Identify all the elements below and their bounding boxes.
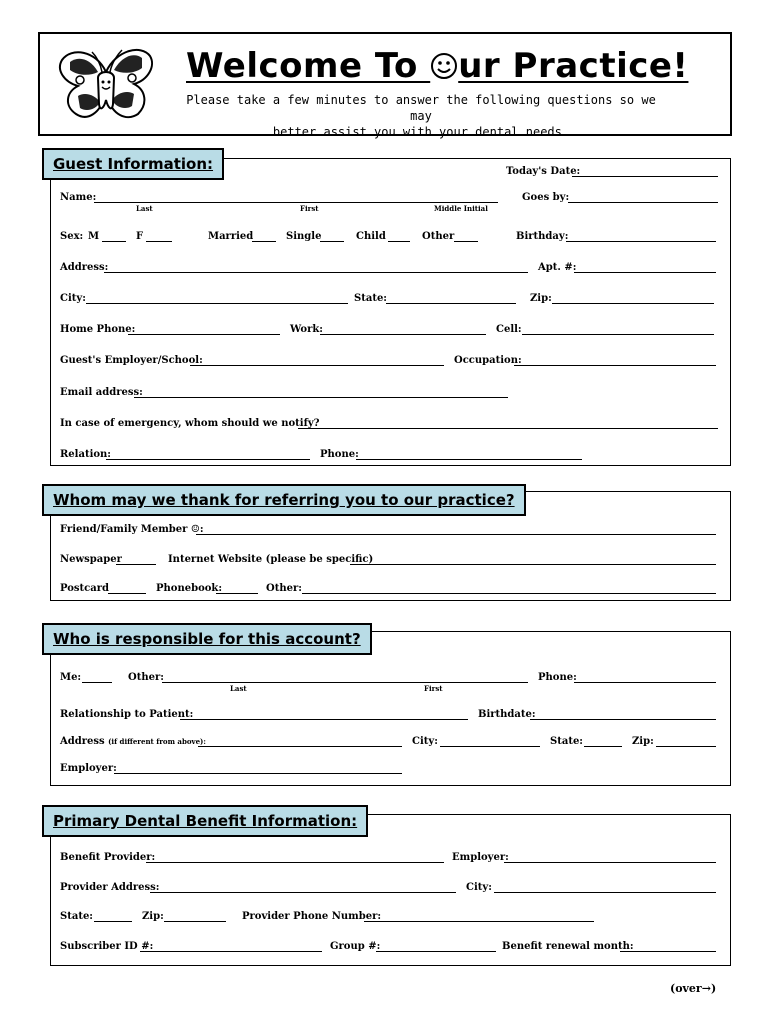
- todays-date-field[interactable]: [572, 176, 718, 177]
- responsible-birthdate-field[interactable]: [530, 719, 716, 720]
- section-title-responsible: Who is responsible for this account?: [42, 623, 372, 655]
- employer-school-field[interactable]: [190, 365, 444, 366]
- subtitle-line-1: Please take a few minutes to answer the following questions so we may: [186, 93, 656, 123]
- city-field[interactable]: [86, 303, 348, 304]
- emergency-phone-field[interactable]: [356, 459, 582, 460]
- child-field[interactable]: [388, 241, 410, 242]
- occupation-field[interactable]: [514, 365, 716, 366]
- responsible-other-field[interactable]: [162, 682, 528, 683]
- provider-address-field[interactable]: [150, 892, 456, 893]
- name-field[interactable]: [94, 202, 498, 203]
- emergency-contact-field[interactable]: [298, 428, 718, 429]
- home-phone-field[interactable]: [128, 334, 280, 335]
- responsible-phone-field[interactable]: [574, 682, 716, 683]
- responsible-state-field[interactable]: [584, 746, 622, 747]
- provider-city-field[interactable]: [494, 892, 716, 893]
- other-referral-field[interactable]: [302, 593, 716, 594]
- address-field[interactable]: [104, 272, 528, 273]
- internet-website-field[interactable]: [350, 564, 716, 565]
- other-status-field[interactable]: [454, 241, 478, 242]
- email-field[interactable]: [134, 397, 508, 398]
- subtitle-line-2: better assist you with your dental needs.: [272, 125, 570, 139]
- state-field[interactable]: [386, 303, 516, 304]
- provider-state-field[interactable]: [94, 921, 132, 922]
- responsible-city-field[interactable]: [440, 746, 540, 747]
- married-field[interactable]: [252, 241, 276, 242]
- smiley-icon: [430, 52, 458, 80]
- provider-phone-field[interactable]: [364, 921, 594, 922]
- apt-field[interactable]: [574, 272, 716, 273]
- section-title-benefit: Primary Dental Benefit Information:: [42, 805, 368, 837]
- newspaper-field[interactable]: [116, 564, 156, 565]
- responsible-zip-field[interactable]: [656, 746, 716, 747]
- section-title-referral: Whom may we thank for referring you to our practice?: [42, 484, 526, 516]
- benefit-provider-field[interactable]: [146, 862, 444, 863]
- responsible-me-field[interactable]: [82, 682, 112, 683]
- page-title: Welcome To ur Practice!: [186, 46, 689, 86]
- sex-m-field[interactable]: [102, 241, 126, 242]
- single-field[interactable]: [320, 241, 344, 242]
- page-over-indicator: (over→): [670, 982, 717, 995]
- postcard-field[interactable]: [108, 593, 146, 594]
- relation-field[interactable]: [106, 459, 310, 460]
- birthday-field[interactable]: [566, 241, 716, 242]
- relationship-field[interactable]: [180, 719, 468, 720]
- subscriber-id-field[interactable]: [140, 951, 322, 952]
- zip-field[interactable]: [552, 303, 714, 304]
- work-phone-field[interactable]: [320, 334, 486, 335]
- header-box: [38, 32, 732, 139]
- friend-family-field[interactable]: [196, 534, 716, 535]
- butterfly-tooth-logo: [56, 42, 156, 126]
- goes-by-field[interactable]: [568, 202, 718, 203]
- responsible-employer-field[interactable]: [114, 773, 402, 774]
- renewal-month-field[interactable]: [620, 951, 716, 952]
- address-label: Address (if different from above):: [60, 736, 206, 747]
- section-title-guest: Guest Information:: [42, 148, 224, 180]
- responsible-address-field[interactable]: [198, 746, 402, 747]
- provider-zip-field[interactable]: [164, 921, 226, 922]
- subtitle: [186, 92, 656, 140]
- sex-f-field[interactable]: [146, 241, 172, 242]
- group-number-field[interactable]: [376, 951, 496, 952]
- phonebook-field[interactable]: [216, 593, 258, 594]
- benefit-employer-field[interactable]: [504, 862, 716, 863]
- cell-phone-field[interactable]: [522, 334, 714, 335]
